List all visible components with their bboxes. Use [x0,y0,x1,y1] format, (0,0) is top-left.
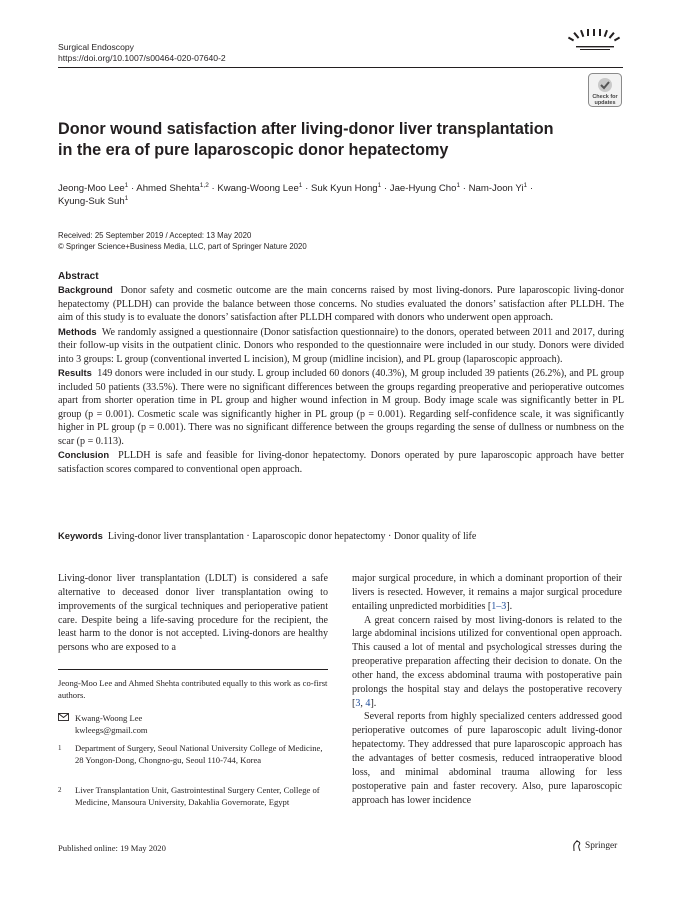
title-line: in the era of pure laparoscopic donor hepatectomy [58,141,449,159]
publisher-name: Springer [585,841,618,851]
title-line: Donor wound satisfaction after living-donor liver transplantation [58,120,554,138]
conclusion-text: PLLDH is safe and feasible for living-donor hepatectomy. Donors operated by pure laparoscopic approach have better satisfaction scores compared to conventional open approach. [58,450,624,475]
co-first-author-note: Jeong-Moo Lee and Ahmed Shehta contributed equally to this work as co-first authors. [58,678,328,700]
author-affiliation: 1 [124,195,129,203]
author-name: Kyung-Suk Suh [58,196,125,208]
footnote-rule [58,669,328,670]
check-badge-line1: Check for [592,94,618,100]
body-text: , [360,697,366,709]
check-for-updates-badge[interactable] [588,73,622,107]
corresponding-name: Kwang-Woong Lee [75,713,143,723]
copyright-line: © Springer Science+Business Media, LLC, part of Springer Nature 2020 [58,242,307,251]
body-text: A great concern raised by most living-donors is related to the large abdominal incisions utilized for conventional open approach. This caused a lot of mental and psychological stresses during the preoperative preparation affecting their decision to donate. On the other hand, the excess abdominal trauma with postoperative pain prolongs the hospital stay and delays the postoperative recovery [ [352,614,622,709]
body-paragraph [352,614,622,711]
body-text: ]. [370,697,377,709]
affiliation-number: 1 [58,744,62,752]
keywords-text: Living-donor liver transplantation · Laparoscopic donor hepatectomy · Donor quality of life [107,531,477,542]
published-online: Published online: 19 May 2020 [58,843,166,853]
article-dates [58,230,623,252]
author-name: Ahmed Shehta [136,183,200,194]
abstract-background [58,283,624,325]
author-affiliation: 1 [124,181,129,189]
body-column-right [352,572,622,807]
article-title [58,119,578,161]
journal-name: Surgical Endoscopy [58,42,134,52]
body-text: ]. [506,600,513,612]
citation-link[interactable]: 4 [365,697,371,709]
journal-header [58,42,226,64]
author-affiliation: 1 [523,181,528,189]
methods-label: Methods [58,325,97,337]
author-affiliation: 1 [456,181,461,189]
affiliation-text: Liver Transplantation Unit, Gastrointestinal Surgery Center, College of Medicine, Mansoura University, Dakahlia Governorate, Egypt [75,785,320,807]
conclusion-label: Conclusion [58,449,110,460]
author-name: Nam-Joon Yi [468,183,524,194]
affiliation-text: Department of Surgery, Seoul National University College of Medicine, 28 Yongon-Dong, Chongno-gu, Seoul 110-744, Korea [75,743,323,765]
body-text: major surgical procedure, in which a dominant proportion of their livers is resected. However, it remains a major surgical procedure entailing unpredicted morbidities [ [352,573,622,612]
abstract-section [58,270,624,476]
doi-link[interactable]: https://doi.org/10.1007/s00464-020-07640-2 [58,53,226,63]
author-name: Suk Kyun Hong [310,183,378,194]
methods-text: We randomly assigned a questionnaire (Donor satisfaction questionnaire) to the donors, operated between 2011 and 2017, during their follow-up visits in the outpatient clinic. Donors who responded to the questionnaire were included in our study. Donors were divided into 3 groups: L group (conventional inverted L incision), M group (midline incision), and PL group (laparoscopic approach). [58,326,625,365]
author-name: Jae-Hyung Cho [389,183,457,194]
body-paragraph [352,572,622,614]
abstract-heading: Abstract [58,271,99,282]
affiliation-2 [58,785,328,808]
body-paragraph: Living-donor liver transplantation (LDLT) is considered a safe alternative to deceased donor liver transplantation owing to improvements of the surgical techniques and perioperative patient care. Despite being a life-saving procedure for the recipient, the least harm to the donor is not accepted. Living-donors are healthy persons who are exposed to a [58,573,328,654]
results-text: 149 donors were included in our study. L group included 60 donors (40.3%), M group included 39 patients (26.2%), and PL group included 50 patients (33.5%). There were no significant differences between the groups regarding preoperative and perioperative outcomes apart from shorter operation time in PL group and higher wound infection in M group. Body image scale was significantly better in PL group (p = 0.001). Cosmetic scale was significantly higher in PL group (p = 0.001). Regarding self-confidence scale, it was significantly higher in PL group (p = 0.001). There was no significant difference between the groups regarding the sense of dullness or numbness on the scar (p = 0.113). [58,368,624,447]
check-updates-icon [588,73,622,107]
background-label: Background [58,284,113,295]
keywords [58,529,624,543]
citation-link[interactable]: 1–3 [491,600,507,612]
author-list: Jeong-Moo Lee$^1$ · Ahmed Shehta$^{1,2}$ · Kwang-Woong Lee$^1$ · Suk Kyun Hong$^1$ · Jae-Hyung Cho$^1$ · Nam-Joon $Yi^1$ · Kyung-Suk Suh$^1$ [58,181,534,208]
citation-link[interactable]: 3 [355,697,361,709]
corresponding-email[interactable]: kwleegs@gmail.com [75,724,148,735]
springer-horse-icon [572,840,582,852]
author-affiliation: 1 [298,181,303,189]
abstract-conclusion [58,448,624,476]
received-accepted: Received: 25 September 2019 / Accepted: 13 May 2020 [58,231,252,240]
society-logo-icon [566,28,622,56]
springer-logo [572,840,617,852]
corresponding-author [58,713,328,736]
header-rule [58,67,623,68]
affiliation-1 [58,743,328,766]
abstract-methods [58,325,624,367]
author-affiliation: 1 [377,181,382,189]
author-name: Kwang-Woong Lee [217,183,299,194]
author-affiliation: 1,2 [199,181,209,189]
affiliation-number: 2 [58,786,62,794]
results-label: Results [58,367,92,378]
author-name: Jeong-Moo Lee [58,183,125,194]
check-badge-line2: updates [594,100,616,106]
keywords-label: Keywords [58,530,103,541]
body-column-left [58,572,328,655]
background-text: Donor safety and cosmetic outcome are the main concerns raised by most living-donors. Pure laparoscopic living-donor hepatectomy (PLLDH) can provide the balance between those concerns. No studies evaluated the donors’ satisfaction after PLLDH. The aim of this study is to evaluate the donors’ satisfaction after PLLDH compared with donors who underwent open approach. [58,285,624,323]
body-paragraph: Several reports from highly specialized centers addressed good perioperative outcomes of pure laparoscopic adult living-donor hepatectomy. They addressed that pure laparoscopic approach has the advantages of better cosmesis, reduced intraoperative blood loss, and minimal abdominal trauma allowing for less postoperative pain and faster recovery. Also, pure laparoscopic approach has lower incidence [352,711,622,806]
abstract-results [58,366,624,448]
envelope-icon [58,713,75,736]
